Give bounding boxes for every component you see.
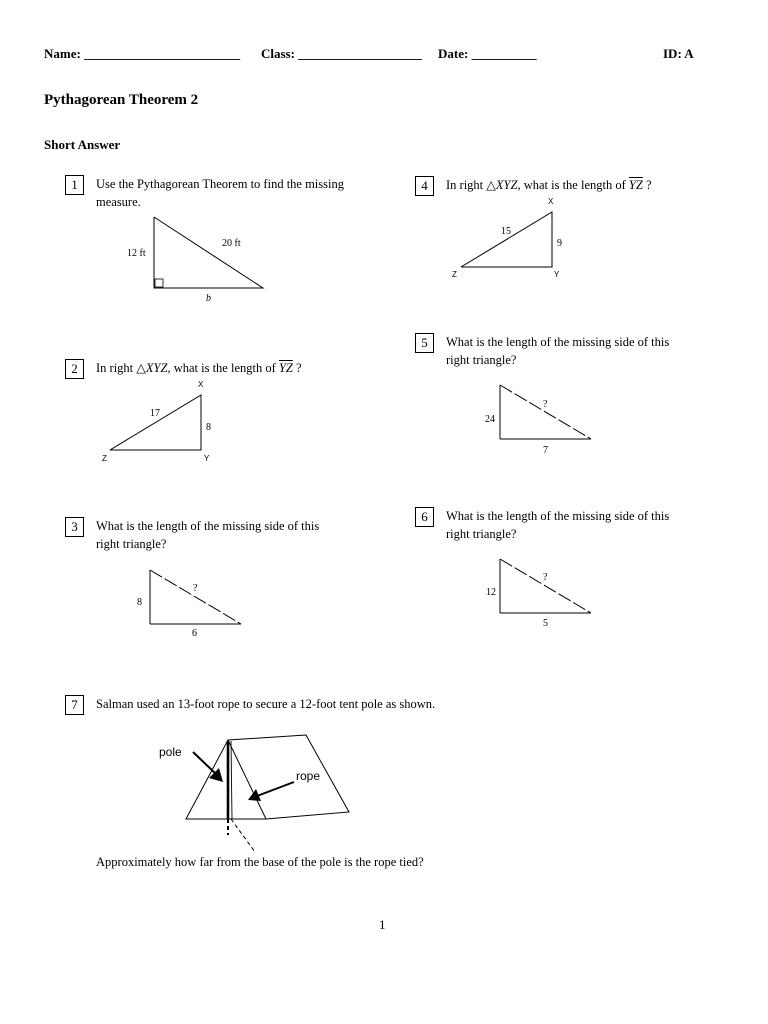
q2-mid: , what is the length of bbox=[167, 361, 279, 375]
q2-vertex-z: Z bbox=[102, 454, 107, 463]
q2-segment: $\overline{YZ}$ bbox=[278, 361, 293, 375]
q2-suffix: ? bbox=[292, 361, 302, 375]
question-7-text: Salman used an 13-foot rope to secure a 12-foot tent pole as shown. bbox=[96, 697, 436, 711]
q4-suffix: ? bbox=[642, 178, 652, 192]
question-6-text bbox=[446, 507, 669, 543]
q4-hyp-label: 15 bbox=[501, 226, 511, 237]
question-number-1: 1 bbox=[65, 175, 84, 195]
question-5-text bbox=[446, 333, 669, 369]
q3-base-label: 6 bbox=[192, 628, 197, 639]
question-number-4: 4 bbox=[415, 176, 434, 196]
page-number: 1 bbox=[379, 917, 386, 932]
q1-base-label: b bbox=[206, 293, 211, 304]
question-3-line-1: What is the length of the missing side of this bbox=[96, 519, 320, 533]
question-1-line-2: measure. bbox=[96, 195, 141, 209]
q4-vertex-x: X bbox=[548, 197, 554, 206]
question-1-text bbox=[96, 175, 344, 211]
q2-hyp-label: 17 bbox=[150, 408, 160, 419]
question-6-line-2: right triangle? bbox=[446, 527, 517, 541]
q5-base-label: 7 bbox=[543, 445, 548, 456]
question-3-line-2: right triangle? bbox=[96, 537, 167, 551]
class-field: Class: ___________________ bbox=[261, 46, 422, 61]
q6-base-label: 5 bbox=[543, 618, 548, 629]
q2-prefix: In right bbox=[96, 361, 137, 375]
name-field: Name: ________________________ bbox=[44, 46, 241, 61]
question-number-5: 5 bbox=[415, 333, 434, 353]
question-4-text bbox=[446, 176, 652, 194]
triangle-symbol: △ bbox=[486, 178, 496, 192]
question-number-3: 3 bbox=[65, 517, 84, 537]
pole-label: pole bbox=[159, 745, 182, 759]
q4-mid: , what is the length of bbox=[517, 178, 629, 192]
q4-vertex-z: Z bbox=[452, 270, 457, 279]
q1-leg-label: 12 ft bbox=[127, 248, 146, 259]
triangle-symbol: △ bbox=[136, 361, 146, 375]
question-5-line-1: What is the length of the missing side of this bbox=[446, 335, 670, 349]
q5-leg-label: 24 bbox=[485, 414, 495, 425]
q2-vertex-y: Y bbox=[204, 454, 210, 463]
q5-hyp-label: ? bbox=[543, 399, 548, 410]
q4-leg-label: 9 bbox=[557, 238, 562, 249]
q4-triangle-name: XYZ bbox=[495, 178, 518, 192]
q2-leg-label: 8 bbox=[206, 422, 211, 433]
page-title: Pythagorean Theorem 2 bbox=[44, 92, 199, 108]
question-3-text bbox=[96, 517, 319, 553]
question-number-7: 7 bbox=[65, 695, 84, 715]
date-field: Date: __________ bbox=[438, 46, 537, 61]
q4-segment: $\overline{YZ}$ bbox=[628, 178, 643, 192]
question-number-6: 6 bbox=[415, 507, 434, 527]
section-heading: Short Answer bbox=[44, 137, 121, 152]
q4-prefix: In right bbox=[446, 178, 487, 192]
q3-hyp-label: ? bbox=[193, 583, 198, 594]
question-6-line-1: What is the length of the missing side of this bbox=[446, 509, 670, 523]
question-5-line-2: right triangle? bbox=[446, 353, 517, 367]
q2-triangle-name: XYZ bbox=[145, 361, 168, 375]
question-1-line-1: Use the Pythagorean Theorem to find the missing bbox=[96, 177, 344, 191]
rope-label: rope bbox=[296, 769, 321, 783]
question-7-followup: Approximately how far from the base of the pole is the rope tied? bbox=[96, 855, 424, 869]
q2-vertex-x: X bbox=[198, 380, 204, 389]
q6-leg-label: 12 bbox=[486, 587, 496, 598]
q6-hyp-label: ? bbox=[543, 572, 548, 583]
q4-vertex-y: Y bbox=[554, 270, 560, 279]
question-2-text bbox=[96, 359, 302, 377]
id-label: ID: A bbox=[663, 46, 694, 61]
q3-leg-label: 8 bbox=[137, 597, 142, 608]
question-number-2: 2 bbox=[65, 359, 84, 379]
q1-hyp-label: 20 ft bbox=[222, 238, 241, 249]
